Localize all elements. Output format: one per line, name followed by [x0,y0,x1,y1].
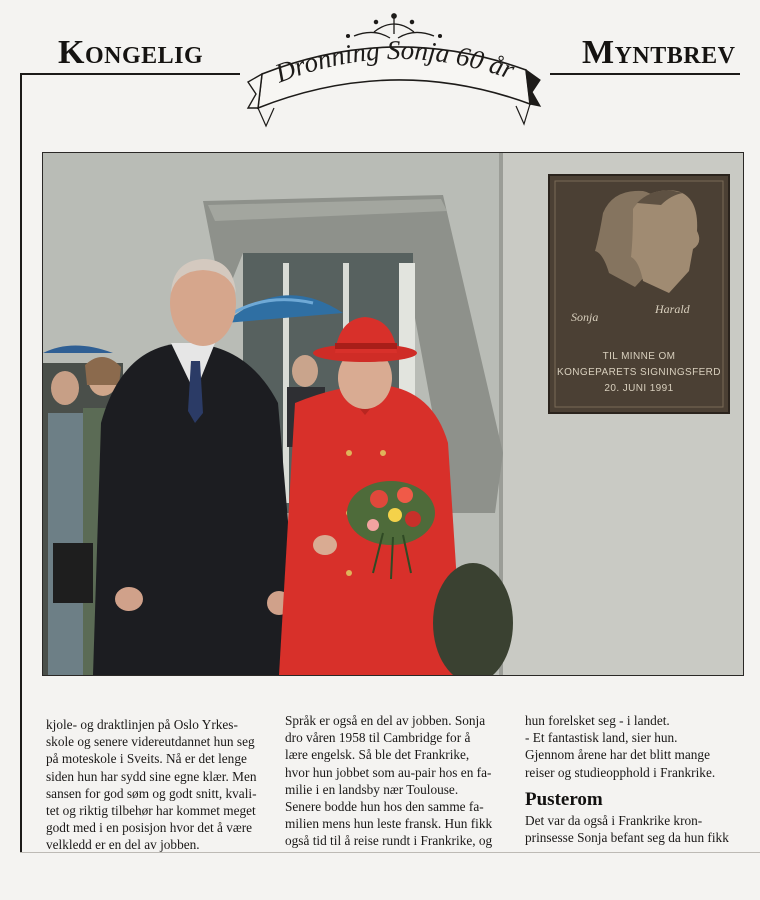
text-line: milie i en landsby nær Toulouse. [285,781,459,797]
text-line: Gjennom årene har det blitt mange [525,747,710,763]
plaque-signature-left: Sonja [571,310,599,324]
text-column-2 [285,712,510,850]
text-line: siden hun har sydd sine egne klær. Men [46,768,257,784]
text-line: også tid til å reise rundt i Frankrike, og [285,833,493,849]
header-rule-right [550,73,740,75]
crown-ornament-icon [347,14,442,38]
text-line: milien mens hun leste fransk. Hun fikk [285,816,493,832]
text-line: - Et fantastisk land, sier hun. [525,730,678,746]
header-title-left: Kongelig [58,34,204,71]
page-border-left [20,73,22,853]
text-line: Det var da også i Frankrike kron- [525,812,703,828]
text-line: prinsesse Sonja befant seg da hun fikk [525,830,729,846]
text-line: hun forelsket seg - i landet. [525,713,670,728]
section-heading: Pusterom [525,788,603,810]
text-line: skole og senere videreutdannet hun seg [46,734,255,750]
text-line: dro våren 1958 til Cambridge for å [285,730,471,746]
text-line: reiser og studieopphold i Frankrike. [525,764,716,780]
text-line: velkledd er en del av jobben. [46,837,200,853]
text-line: hvor hun jobbet som au-pair hos en fa- [285,764,492,780]
header-title-right: Myntbrev [582,34,736,71]
royal-couple-photo [42,152,744,676]
text-line: på moteskole i Sveits. Nå er det lenge [46,751,247,767]
text-line: lære engelsk. Så ble det Frankrike, [285,747,470,763]
text-line: godt med i en posisjon hvor det å være [46,820,253,836]
plaque-signature-right: Harald [655,302,690,316]
plaque-line-3: 20. JUNI 1991 [604,383,674,394]
banner-title: Dronning Sonja 60 år [271,34,519,89]
ribbon-banner [244,8,544,130]
text-line: sansen for god søm og godt snitt, kvali- [46,785,257,801]
text-line: tet og riktig tilbehør har kommet meget [46,803,256,819]
text-line: Senere bodde hun hos den samme fa- [285,799,484,815]
plaque-line-1: TIL MINNE OM [602,351,676,362]
text-line: Språk er også en del av jobben. Sonja [285,713,486,728]
text-column-3 [525,712,755,846]
plaque-line-2: KONGEPARETS SIGNINGSFERD [557,367,721,378]
header-rule-left [20,73,240,75]
memorial-plaque [549,175,729,413]
text-line: kjole- og draktlinjen på Oslo Yrkes- [46,717,238,732]
text-column-1 [46,716,271,854]
